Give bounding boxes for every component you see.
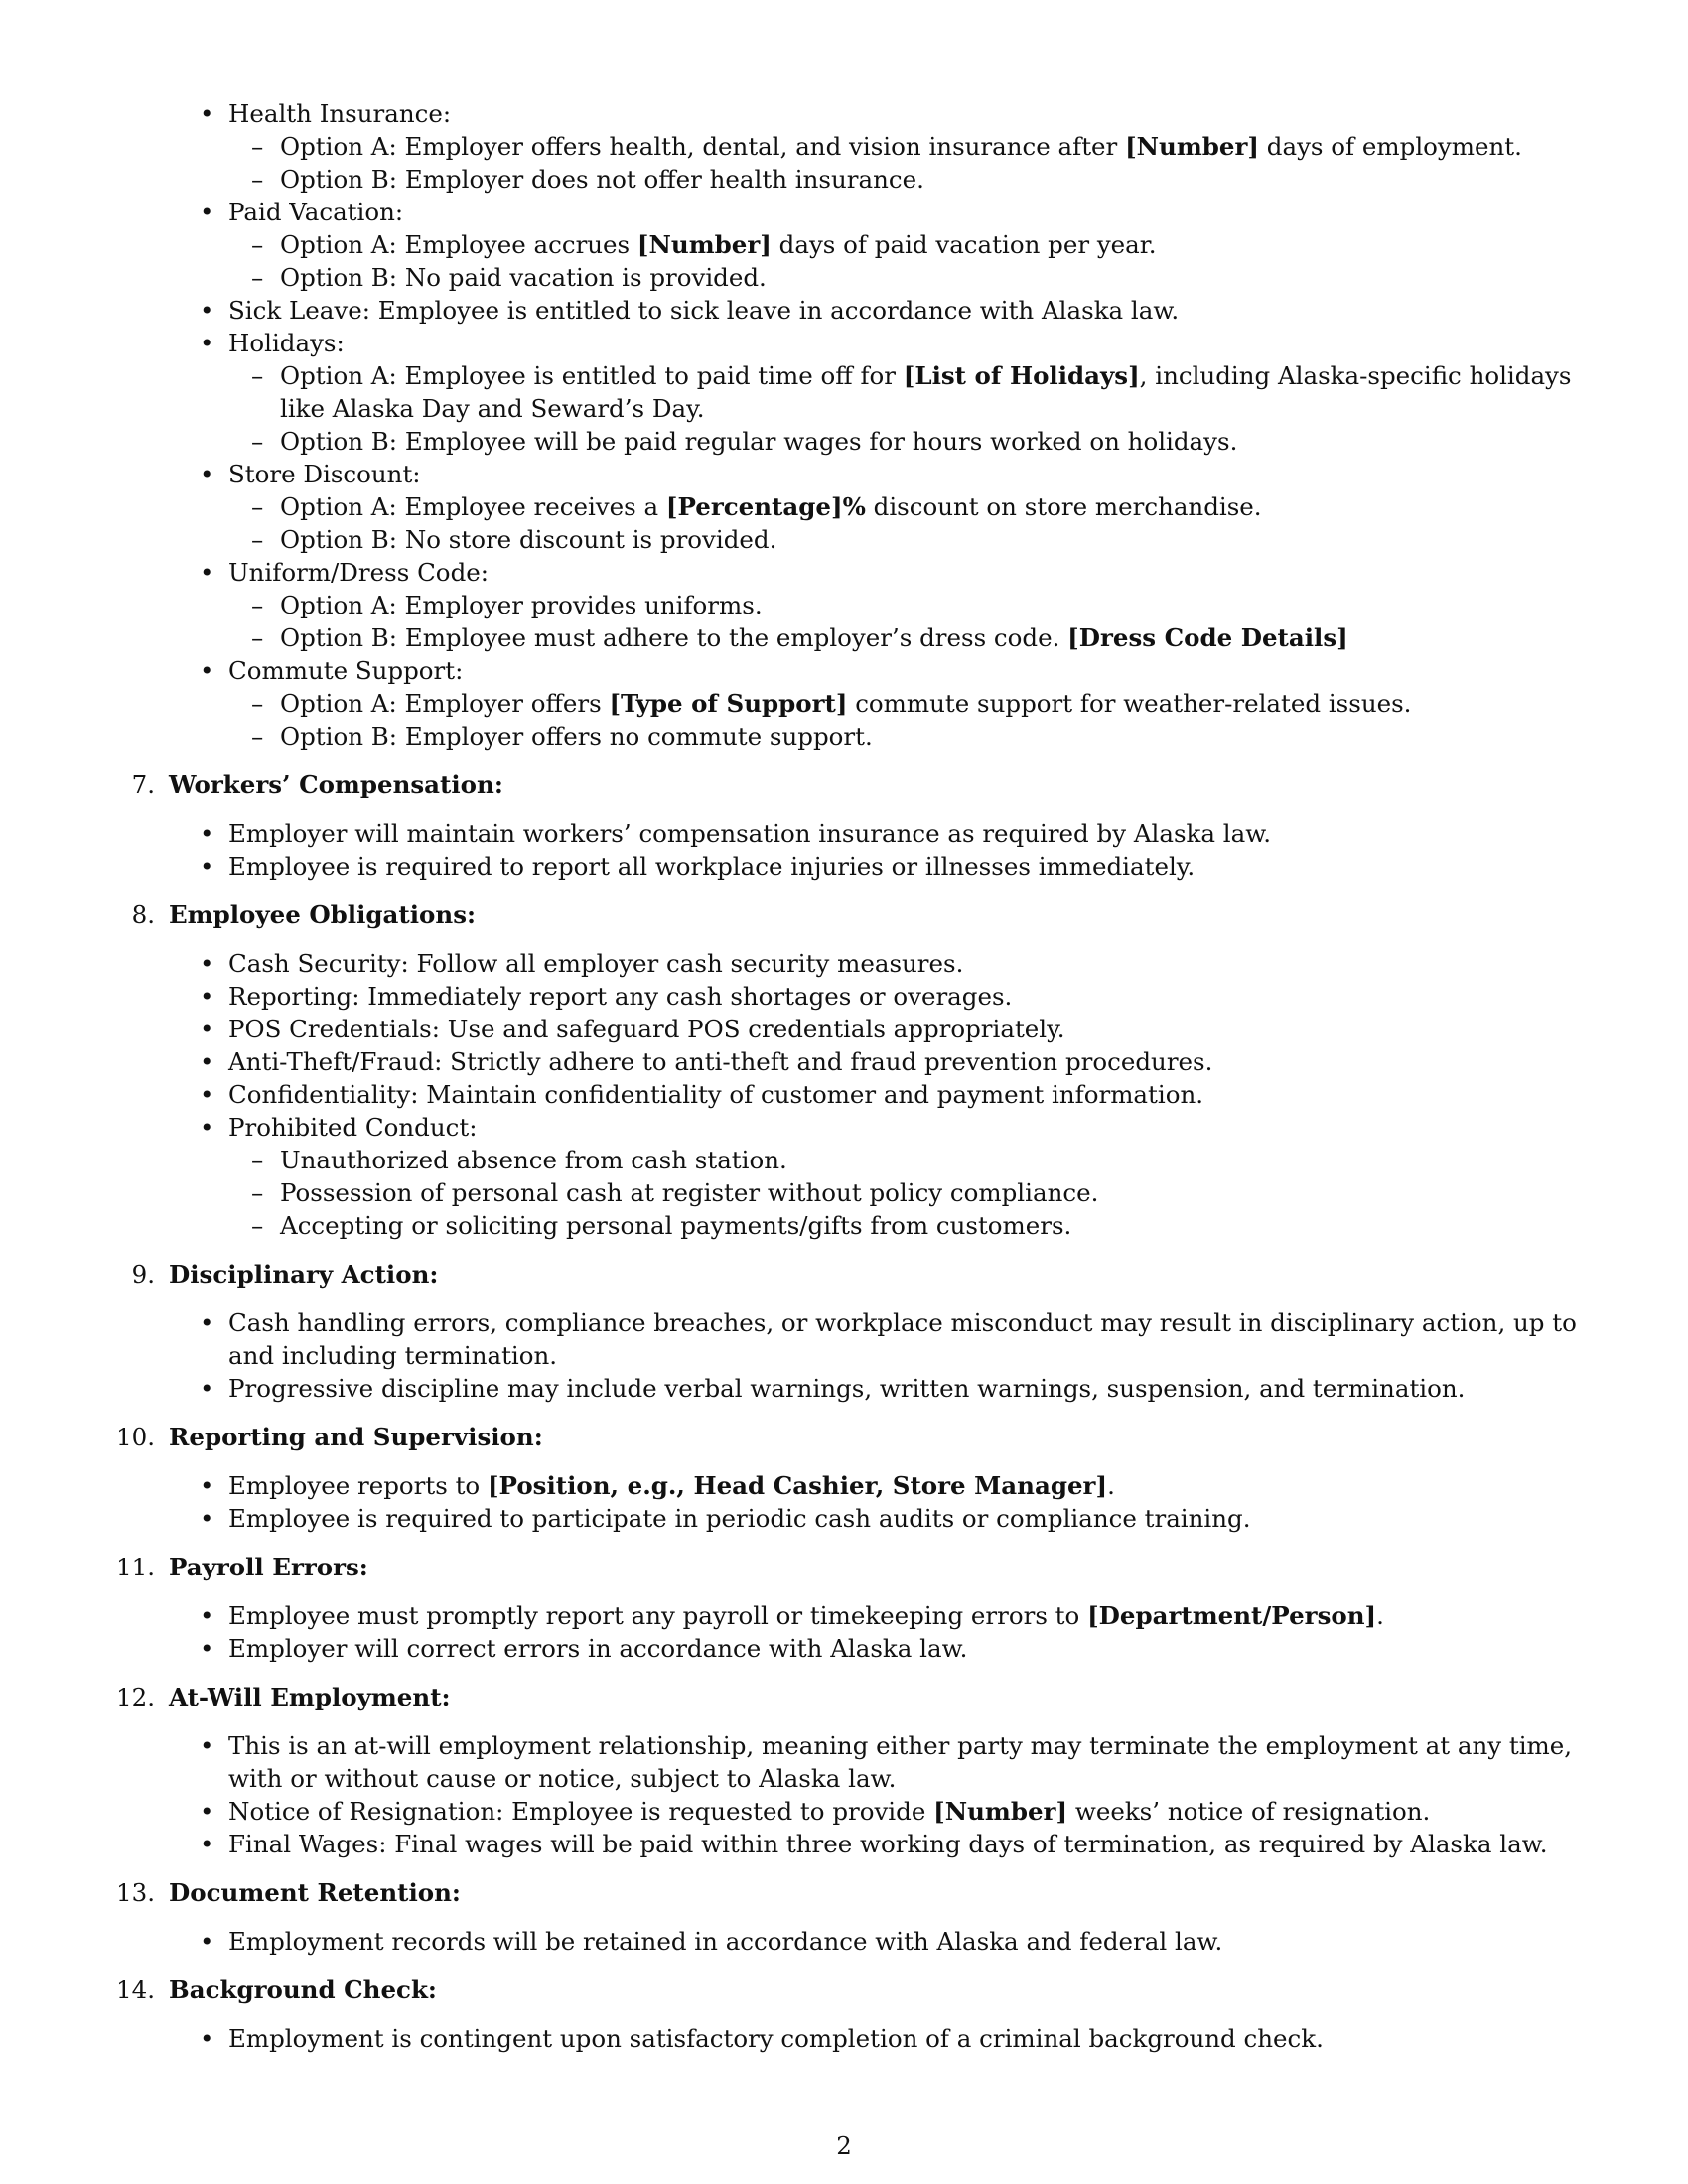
section-title: Reporting and Supervision: [169,1423,543,1451]
text-segment: Option B: No paid vacation is provided. [280,263,767,292]
placeholder: [Department/Person] [1087,1601,1377,1630]
sub-list-item [0,621,1688,654]
text-segment: Health Insurance: [228,99,452,128]
item-text [280,1176,1594,1209]
section-title: Workers’ Compensation: [169,770,503,799]
bullet-icon: • [200,198,214,226]
dash-icon: – [251,1178,264,1207]
bullet-icon: • [200,329,214,357]
item-text [228,1925,1594,1958]
placeholder: [Percentage]% [665,492,866,521]
section-items [0,1306,1688,1405]
sub-list-item [0,589,1688,621]
text-segment: Employee is required to participate in periodic cash audits or compliance training. [228,1504,1251,1533]
list-item [0,1469,1688,1502]
bullet-icon: • [200,1015,214,1043]
section-11 [0,1551,1688,1665]
item-text [280,589,1594,621]
text-segment: This is an at-will employment relationship, meaning either party may terminate the employment at any time, with or without cause or notice, subject to Alaska law. [228,1731,1573,1793]
sub-list-item [0,425,1688,458]
item-text [280,163,1594,196]
item-text [228,817,1594,850]
section-9 [0,1258,1688,1405]
text-segment: POS Credentials: Use and safeguard POS credentials appropriately. [228,1015,1065,1043]
list-item [0,97,1688,130]
list-item [0,1795,1688,1828]
item-text [280,261,1594,294]
bullet-icon: • [200,558,214,587]
section-title: Background Check: [169,1976,437,2004]
text-segment: Option B: Employer offers no commute support. [280,722,873,751]
bullet-icon: • [200,460,214,488]
dash-icon: – [251,1211,264,1240]
list-item [0,1632,1688,1665]
sub-list-item [0,720,1688,752]
section-number: 7. [131,770,155,799]
text-segment: . [1107,1471,1115,1500]
text-segment: Employee must promptly report any payroll or timekeeping errors to [228,1601,1088,1630]
section-number: 14. [116,1976,155,2004]
item-text [228,294,1594,327]
section-number: 13. [116,1878,155,1907]
dash-icon: – [251,230,264,259]
benefits-list [0,97,1688,752]
text-segment: weeks’ notice of resignation. [1067,1797,1431,1826]
text-segment: Option A: Employee receives a [280,492,666,521]
placeholder: [Number] [1125,132,1260,161]
text-segment: Option A: Employer provides uniforms. [280,591,763,619]
section-heading [0,1876,1688,1909]
item-text [280,425,1594,458]
text-segment: Commute Support: [228,656,464,685]
item-text [228,1045,1594,1078]
text-segment: Employment records will be retained in accordance with Alaska and federal law. [228,1927,1223,1956]
sub-list-item [0,261,1688,294]
bullet-icon: • [200,1374,214,1403]
text-segment: Possession of personal cash at register without policy compliance. [280,1178,1099,1207]
item-text [228,97,1594,130]
text-segment: Unauthorized absence from cash station. [280,1146,787,1174]
section-items [0,1925,1688,1958]
dash-icon: – [251,689,264,718]
bullet-icon: • [200,1797,214,1826]
item-text [228,1078,1594,1111]
dash-icon: – [251,722,264,751]
dash-icon: – [251,492,264,521]
sub-list-item [0,359,1688,425]
list-item [0,196,1688,228]
item-text [228,1828,1594,1860]
list-item [0,850,1688,883]
text-segment: Option B: Employee must adhere to the employer’s dress code. [280,623,1068,652]
text-segment: Employee is required to report all workplace injuries or illnesses immediately. [228,852,1196,881]
bullet-icon: • [200,1634,214,1663]
text-segment: Employee reports to [228,1471,488,1500]
bullet-icon: • [200,1047,214,1076]
text-segment: Employer will maintain workers’ compensation insurance as required by Alaska law. [228,819,1272,848]
item-text [228,556,1594,589]
list-item [0,327,1688,359]
section-heading [0,1421,1688,1453]
dash-icon: – [251,525,264,554]
dash-icon: – [251,1146,264,1174]
text-segment: Confidentiality: Maintain confidentiality of customer and payment information. [228,1080,1204,1109]
item-text [280,720,1594,752]
section-title: Payroll Errors: [169,1553,368,1581]
bullet-icon: • [200,1471,214,1500]
item-text [228,327,1594,359]
text-segment: Option B: Employer does not offer health insurance. [280,165,924,194]
text-segment: Sick Leave: Employee is entitled to sick leave in accordance with Alaska law. [228,296,1180,325]
text-segment: Employer will correct errors in accordance with Alaska law. [228,1634,968,1663]
text-segment: Store Discount: [228,460,421,488]
dash-icon: – [251,361,264,390]
item-text [228,1306,1594,1372]
section-title: At-Will Employment: [169,1683,451,1711]
list-item [0,1502,1688,1535]
item-text [228,458,1594,490]
text-segment: days of paid vacation per year. [771,230,1157,259]
section-number: 12. [116,1683,155,1711]
dash-icon: – [251,591,264,619]
bullet-icon: • [200,982,214,1011]
sub-list-item [0,1144,1688,1176]
section-items [0,1729,1688,1860]
list-item [0,1599,1688,1632]
dash-icon: – [251,132,264,161]
bullet-icon: • [200,1504,214,1533]
list-item [0,1306,1688,1372]
item-text [228,1599,1594,1632]
section-heading [0,1258,1688,1291]
bullet-icon: • [200,949,214,978]
text-segment: Reporting: Immediately report any cash shortages or overages. [228,982,1013,1011]
item-text [228,1372,1594,1405]
bullet-icon: • [200,1113,214,1142]
text-segment: Accepting or soliciting personal payments/gifts from customers. [280,1211,1072,1240]
item-text [228,1502,1594,1535]
sub-list-item [0,163,1688,196]
sub-list-item [0,1176,1688,1209]
item-text [280,687,1594,720]
list-item [0,980,1688,1013]
bullet-icon: • [200,1830,214,1858]
placeholder: [Position, e.g., Head Cashier, Store Manager] [487,1471,1108,1500]
text-segment: Option A: Employer offers [280,689,610,718]
item-text [228,947,1594,980]
placeholder: [Number] [933,1797,1068,1826]
placeholder: [Dress Code Details] [1067,623,1348,652]
item-text [228,196,1594,228]
list-item [0,817,1688,850]
bullet-icon: • [200,1731,214,1760]
text-segment: Option A: Employer offers health, dental, and vision insurance after [280,132,1126,161]
text-segment: discount on store merchandise. [865,492,1262,521]
item-text [280,228,1594,261]
list-item [0,1045,1688,1078]
section-items [0,1469,1688,1535]
text-segment: Cash Security: Follow all employer cash security measures. [228,949,964,978]
bullet-icon: • [200,1927,214,1956]
section-7 [0,768,1688,883]
list-item [0,1828,1688,1860]
section-14 [0,1974,1688,2055]
list-item [0,458,1688,490]
section-12 [0,1681,1688,1860]
sub-list-item [0,130,1688,163]
list-item [0,947,1688,980]
bullet-icon: • [200,1308,214,1337]
sub-list-item [0,228,1688,261]
dash-icon: – [251,623,264,652]
item-text [280,1144,1594,1176]
list-item [0,2022,1688,2055]
item-text [228,850,1594,883]
dash-icon: – [251,427,264,456]
text-segment: Holidays: [228,329,345,357]
page-number: 2 [836,2131,852,2160]
sub-list-item [0,687,1688,720]
sub-list-item [0,1209,1688,1242]
item-text [228,980,1594,1013]
item-text [228,2022,1594,2055]
item-text [280,523,1594,556]
section-number: 11. [116,1553,155,1581]
section-number: 8. [131,900,155,929]
text-segment: commute support for weather-related issues. [847,689,1412,718]
section-13 [0,1876,1688,1958]
text-segment: Option B: Employee will be paid regular wages for hours worked on holidays. [280,427,1238,456]
sub-list-item [0,490,1688,523]
section-heading [0,1551,1688,1583]
bullet-icon: • [200,819,214,848]
list-item [0,1111,1688,1144]
text-segment: Anti-Theft/Fraud: Strictly adhere to anti-theft and fraud prevention procedures. [228,1047,1213,1076]
text-segment: Option A: Employee is entitled to paid time off for [280,361,904,390]
section-title: Employee Obligations: [169,900,477,929]
item-text [280,490,1594,523]
section-items [0,817,1688,883]
text-segment: Paid Vacation: [228,198,404,226]
item-text [280,130,1594,163]
section-number: 9. [131,1260,155,1289]
placeholder: [Type of Support] [609,689,848,718]
item-text [228,654,1594,687]
text-segment: Final Wages: Final wages will be paid within three working days of termination, as required by Alaska law. [228,1830,1548,1858]
list-item [0,556,1688,589]
bullet-icon: • [200,1601,214,1630]
item-text [228,1111,1594,1144]
list-item [0,1372,1688,1405]
section-heading [0,1681,1688,1713]
item-text [280,621,1594,654]
placeholder: [Number] [636,230,772,259]
item-text [228,1632,1594,1665]
dash-icon: – [251,165,264,194]
list-item [0,1729,1688,1795]
section-8 [0,898,1688,1242]
section-title: Document Retention: [169,1878,461,1907]
section-title: Disciplinary Action: [169,1260,439,1289]
text-segment: Employment is contingent upon satisfactory completion of a criminal background check. [228,2024,1324,2053]
text-segment: Uniform/Dress Code: [228,558,489,587]
section-items [0,947,1688,1242]
bullet-icon: • [200,2024,214,2053]
section-items [0,2022,1688,2055]
bullet-icon: • [200,852,214,881]
sections-list [0,768,1688,2055]
section-heading [0,1974,1688,2006]
placeholder: [List of Holidays] [903,361,1140,390]
text-segment: Cash handling errors, compliance breaches, or workplace misconduct may result in disciplinary action, up to and including termination. [228,1308,1577,1370]
bullet-icon: • [200,1080,214,1109]
list-item [0,294,1688,327]
text-segment: Option B: No store discount is provided. [280,525,777,554]
section-items [0,1599,1688,1665]
section-number: 10. [116,1423,155,1451]
list-item [0,1013,1688,1045]
item-text [228,1469,1594,1502]
bullet-icon: • [200,656,214,685]
bullet-icon: • [200,296,214,325]
section-heading [0,898,1688,931]
item-text [228,1729,1594,1795]
text-segment: , including Alaska-specific holidays like Alaska Day and Seward’s Day. [280,361,1572,423]
sub-list-item [0,523,1688,556]
bullet-icon: • [200,99,214,128]
item-text [228,1795,1594,1828]
list-item [0,1925,1688,1958]
text-segment: days of employment. [1259,132,1522,161]
text-segment: Prohibited Conduct: [228,1113,478,1142]
section-10 [0,1421,1688,1535]
item-text [280,359,1594,425]
text-segment: Notice of Resignation: Employee is requested to provide [228,1797,934,1826]
text-segment: . [1376,1601,1384,1630]
text-segment: Option A: Employee accrues [280,230,637,259]
list-item [0,1078,1688,1111]
text-segment: Progressive discipline may include verbal warnings, written warnings, suspension, and termination. [228,1374,1466,1403]
dash-icon: – [251,263,264,292]
item-text [280,1209,1594,1242]
section-heading [0,768,1688,801]
list-item [0,654,1688,687]
item-text [228,1013,1594,1045]
